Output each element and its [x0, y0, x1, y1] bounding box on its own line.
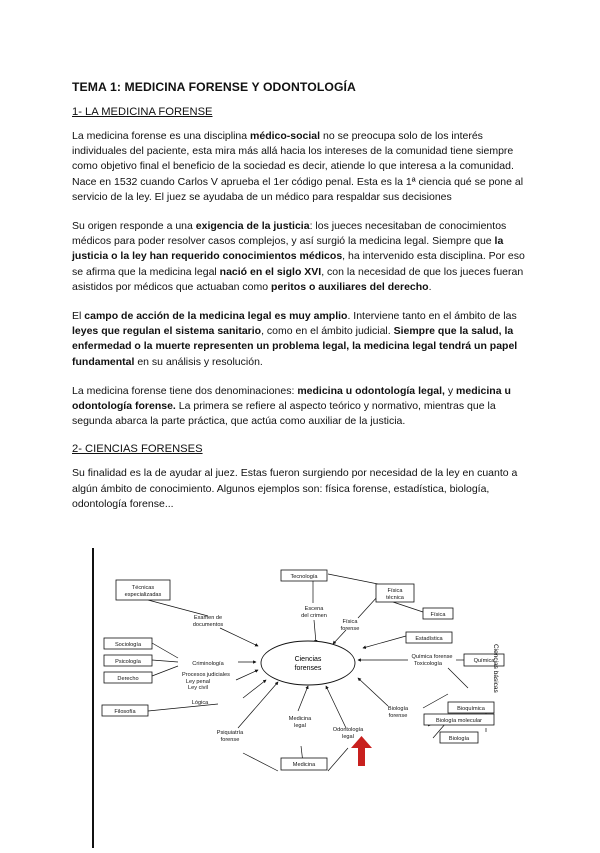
label-biologia-forense-1: Biología	[387, 706, 409, 712]
document-page	[72, 80, 532, 526]
center-label-2: forenses	[294, 665, 322, 672]
label-logica: Lógica	[191, 700, 209, 706]
diagram-svg	[88, 548, 518, 848]
label-procesos-2: Ley penal	[185, 679, 211, 685]
label-examen-2: documentos	[192, 622, 224, 628]
label-psiquiatria-1: Psiquiatría	[216, 730, 244, 736]
box-quimica: Química	[473, 658, 495, 664]
box-medicina: Medicina	[292, 762, 316, 768]
box-biologia-molecular: Biología molecular	[435, 718, 483, 724]
label-procesos-1: Procesos judiciales	[182, 672, 230, 678]
label-examen-1: Examen de	[193, 615, 223, 621]
label-odontologia-legal-1: Odontología	[332, 727, 364, 733]
box-sociologia: Sociología	[114, 642, 142, 648]
label-escena-2: del crimen	[301, 613, 327, 619]
paragraph-finalidad: Su finalidad es la de ayudar al juez. Estas fueron surgiendo por necesidad de la ley en cuanto a algún ámbito de conocimiento. Algunos ejemplos son: física forense, estadística, biología, odontología forense...	[72, 467, 518, 510]
box-tecnicas-2: especializadas	[124, 592, 162, 598]
label-medicina-legal-2: legal	[294, 723, 306, 729]
label-ciencias-basicas: Ciencias básicas	[492, 644, 499, 693]
box-bioquimica: Bioquímica	[457, 706, 485, 712]
paragraph-definition: La medicina forense es una disciplina médico-social no se preocupa solo de los interés individuales del paciente, esta mira más allá hacia los intereses de la comunidad tiene siempre como objetivo final el beneficio de la sociedad es decir, atiende lo que interesa a la comunidad. Nace en 1532 cuando Carlos V aprueba el 1er código penal. Esta es la 1ª ciencia qué se pone al servicio de la ley. El juez se ayudaba de un médico para respaldar sus decisiones	[72, 130, 524, 203]
box-biologia: Biología	[448, 736, 470, 742]
section-heading-ciencias-forenses: 2- CIENCIAS FORENSES	[72, 443, 203, 456]
label-medicina-legal-1: Medicina	[288, 716, 312, 722]
box-psicologia: Psicología	[115, 659, 141, 665]
label-fisica-forense-2: forense	[340, 626, 360, 632]
box-fisica-tecnica-2: técnica	[386, 595, 404, 601]
box-fisica-tecnica-1: Física	[387, 588, 403, 594]
box-tecnologia: Tecnología	[290, 574, 318, 580]
box-filosofia: Filosofía	[114, 709, 136, 715]
label-psiquiatria-2: forense	[220, 737, 240, 743]
highlight-arrow-icon	[351, 736, 372, 766]
margin-rule	[92, 548, 94, 848]
box-fisica: Física	[430, 612, 446, 618]
box-derecho: Derecho	[117, 676, 139, 682]
center-label-1: Ciencias	[294, 656, 322, 663]
paragraph-scope: El campo de acción de la medicina legal es muy amplio. Interviene tanto en el ámbito de las leyes que regulan el sistema sanitario, como en el ámbito judicial. Siempre que la salud, la enfermedad o la muerte representen un problema legal, la medicina legal tendrá un papel fundamental en su análisis y resolución.	[72, 310, 518, 368]
label-escena-1: Escena	[304, 606, 324, 612]
label-fisica-forense-1: Física	[342, 619, 358, 625]
box-estadistica: Estadística	[415, 636, 443, 642]
paragraph-origin: Su origen responde a una exigencia de la justicia: los jueces necesitaban de conocimientos médicos para poder resolver casos complejos, y así surgió la medicina legal. Siempre que la justicia o la ley han requerido conocimientos médicos, ha intervenido esta disciplina. Por eso se afirma que la medicina legal nació en el siglo XVI, con la necesidad de que los jueces fueran asistidos por médicos que actuaban como peritos o auxiliares del derecho.	[72, 220, 525, 293]
label-quimica-forense-2: Toxicología	[414, 661, 442, 667]
page-title: TEMA 1: MEDICINA FORENSE Y ODONTOLOGÍA	[72, 80, 356, 94]
box-tecnicas-1: Técnicas	[131, 585, 155, 591]
paragraph-denominations: La medicina forense tiene dos denominaciones: medicina u odontología legal, y medicina u odontología forense. La primera se refiere al aspecto teórico y normativo, mientras que la segunda abarca la parte práctica, que actúa como auxiliar de la justicia.	[72, 384, 511, 428]
label-biologia-forense-2: forense	[388, 713, 408, 719]
label-procesos-3: Ley civil	[188, 685, 208, 691]
center-ellipse	[261, 641, 355, 685]
label-odontologia-legal-2: legal	[342, 734, 354, 740]
section-heading-medicina-forense: 1- LA MEDICINA FORENSE	[72, 106, 213, 118]
label-quimica-forense-1: Química forense	[411, 654, 453, 660]
label-criminologia: Criminología	[192, 661, 224, 667]
forensic-sciences-diagram	[88, 548, 518, 848]
